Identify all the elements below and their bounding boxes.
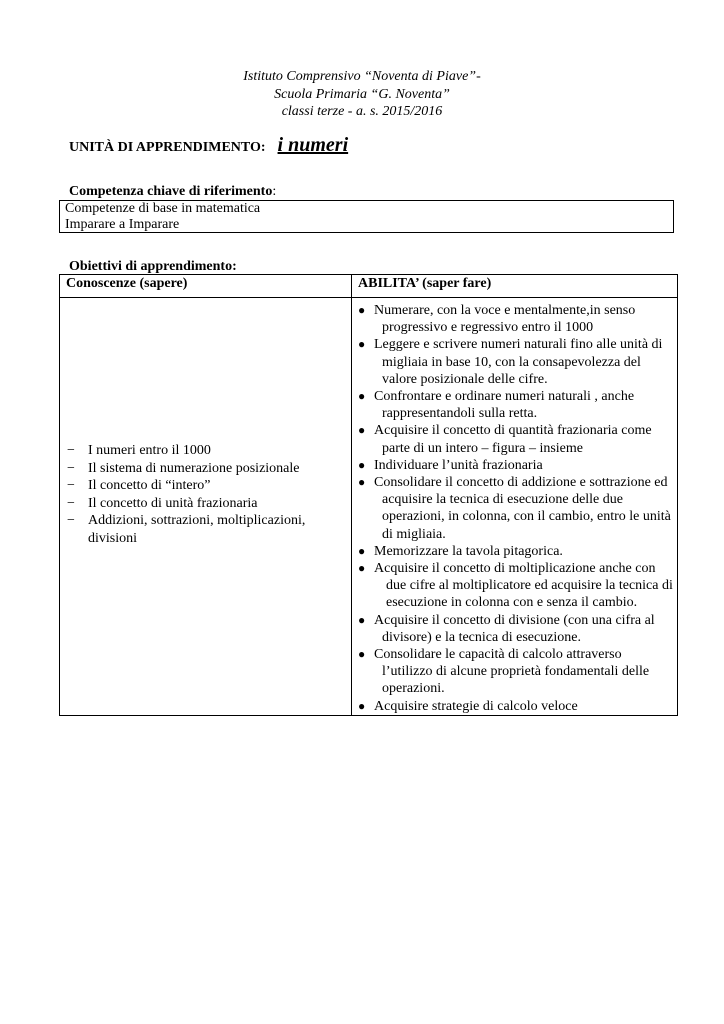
bullet-icon: ● xyxy=(358,457,366,472)
list-item xyxy=(64,460,347,478)
knowledge-text: Il concetto di “intero” xyxy=(88,478,211,493)
skill-text: Acquisire il concetto di moltiplicazione anche con due cifre al moltiplicatore ed acquisire la tecnica di esecuzione in colonna con e senza il cambio. xyxy=(374,561,673,611)
list-item xyxy=(358,388,673,422)
list-item xyxy=(358,646,673,698)
unit-label: UNITÀ DI APPRENDIMENTO: xyxy=(69,140,266,155)
list-item xyxy=(358,302,673,336)
list-item xyxy=(358,336,673,388)
bullet-icon: ● xyxy=(358,612,366,627)
knowledge-list xyxy=(64,442,347,547)
list-item xyxy=(64,477,347,495)
skill-text: Consolidare le capacità di calcolo attraverso l’utilizzo di alcune proprietà fondamentali delle operazioni. xyxy=(374,647,650,697)
bullet-icon: ● xyxy=(358,303,366,317)
unit-title: i numeri xyxy=(277,134,349,156)
list-item xyxy=(64,512,347,547)
competence-box xyxy=(59,200,674,233)
list-item xyxy=(358,457,673,474)
table-row xyxy=(60,298,678,716)
list-item xyxy=(358,543,673,560)
dash-icon: − xyxy=(67,460,75,476)
list-item xyxy=(358,612,673,646)
skills-cell xyxy=(352,298,678,716)
competence-heading-text: Competenza chiave di riferimento xyxy=(69,184,273,199)
dash-icon: − xyxy=(67,513,75,528)
school-section: Scuola Primaria “G. Noventa” xyxy=(274,86,450,102)
dash-icon: − xyxy=(67,478,75,493)
list-item xyxy=(358,474,673,543)
skill-text: Acquisire strategie di calcolo veloce xyxy=(374,698,578,714)
competence-item: Competenze di base in matematica xyxy=(65,201,261,216)
dash-icon: − xyxy=(67,495,75,511)
skill-text: Consolidare il concetto di addizione e sottrazione ed acquisire la tecnica di esecuzione delle due operazioni, in colonna, con il cambio, entro le unità di migliaia. xyxy=(374,475,671,542)
knowledge-text: I numeri entro il 1000 xyxy=(88,443,211,458)
knowledge-text: Il concetto di unità frazionaria xyxy=(88,495,258,511)
skill-text: Acquisire il concetto di divisione (con una cifra al divisore) e la tecnica di esecuzione. xyxy=(374,612,655,645)
bullet-icon: ● xyxy=(358,423,366,438)
dash-icon: − xyxy=(67,443,75,458)
bullet-icon: ● xyxy=(358,389,366,404)
list-item xyxy=(64,442,347,460)
list-item xyxy=(358,560,673,612)
skills-list xyxy=(352,302,677,715)
bullet-icon: ● xyxy=(358,647,366,662)
bullet-icon: ● xyxy=(358,337,366,352)
school-name: Istituto Comprensivo “Noventa di Piave”- xyxy=(243,69,481,84)
document-header xyxy=(0,68,724,121)
knowledge-cell xyxy=(60,298,352,716)
objectives-table xyxy=(59,274,678,716)
skill-text: Confrontare e ordinare numeri naturali , anche rappresentandoli sulla retta. xyxy=(374,389,635,422)
bullet-icon: ● xyxy=(358,475,366,490)
skill-text: Numerare, con la voce e mentalmente,in senso progressivo e regressivo entro il 1000 xyxy=(374,303,636,336)
bullet-icon: ● xyxy=(358,561,366,576)
skill-text: Acquisire il concetto di quantità frazionaria come parte di un intero – figura – insieme xyxy=(374,423,652,456)
skill-text: Leggere e scrivere numeri naturali fino alle unità di migliaia in base 10, con la consapevolezza del valore posizionale delle cifre. xyxy=(374,337,663,387)
competence-heading xyxy=(69,183,276,201)
competence-item: Imparare a Imparare xyxy=(65,217,180,232)
competence-heading-colon: : xyxy=(272,184,277,199)
column-header-skills: ABILITA’ (saper fare) xyxy=(352,275,678,298)
list-item xyxy=(358,698,673,715)
table-header-row xyxy=(60,275,678,298)
class-year: classi terze - a. s. 2015/2016 xyxy=(281,104,443,119)
objectives-heading: Obiettivi di apprendimento: xyxy=(69,259,237,274)
list-item xyxy=(64,495,347,513)
list-item xyxy=(358,422,673,456)
column-header-knowledge: Conoscenze (sapere) xyxy=(60,275,352,298)
knowledge-text: Il sistema di numerazione posizionale xyxy=(88,460,300,476)
skill-text: Individuare l’unità frazionaria xyxy=(374,457,543,473)
bullet-icon: ● xyxy=(358,698,366,713)
unit-title-line xyxy=(69,134,349,157)
bullet-icon: ● xyxy=(358,543,366,558)
skill-text: Memorizzare la tavola pitagorica. xyxy=(374,543,563,559)
knowledge-text: Addizioni, sottrazioni, moltiplicazioni, divisioni xyxy=(88,513,306,546)
